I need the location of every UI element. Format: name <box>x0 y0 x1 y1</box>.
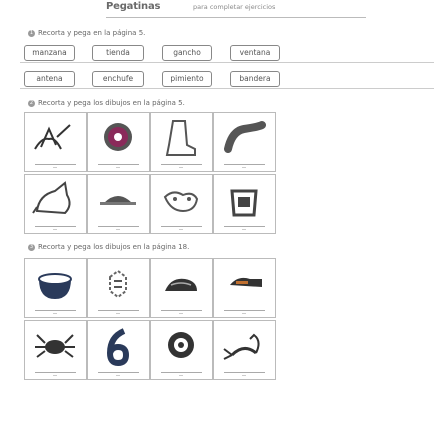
picture-sticker[interactable] <box>24 112 87 172</box>
instruction-1 <box>28 29 145 37</box>
sausage-icon <box>214 115 275 159</box>
sticker-sheet-header <box>106 1 366 18</box>
word-sticker[interactable]: tienda <box>92 45 144 61</box>
picture-sticker[interactable] <box>87 174 150 234</box>
dog-icon <box>151 177 212 221</box>
picture-sticker[interactable] <box>150 174 213 234</box>
word-sticker[interactable]: enchufe <box>92 71 144 87</box>
word-sticker[interactable]: gancho <box>162 45 212 61</box>
instruction-2 <box>28 99 185 107</box>
picture-sticker[interactable] <box>213 320 276 380</box>
picture-sticker[interactable] <box>150 258 213 318</box>
picture-sticker[interactable] <box>24 320 87 380</box>
number-badge-icon: 1 <box>29 29 34 36</box>
instruction-3-text: Recorta y pega los dibujos en la página 18. <box>38 243 190 251</box>
bowl-icon <box>25 261 86 305</box>
bee-icon <box>88 261 149 305</box>
picture-sticker[interactable] <box>87 112 150 172</box>
crab-icon <box>25 323 86 367</box>
picture-sticker[interactable] <box>24 174 87 234</box>
sushi-icon <box>151 323 212 367</box>
broom-icon <box>25 115 86 159</box>
hat-icon <box>88 177 149 221</box>
picture-sticker[interactable] <box>24 258 87 318</box>
picture-sticker[interactable] <box>213 112 276 172</box>
number-badge-icon: 2 <box>29 99 34 106</box>
picture-sticker[interactable] <box>87 258 150 318</box>
picture-sticker[interactable] <box>213 258 276 318</box>
word-sticker[interactable]: bandera <box>230 71 280 87</box>
word-sticker-row-1 <box>24 41 434 63</box>
picture-sticker[interactable] <box>150 320 213 380</box>
word-sticker[interactable]: ventana <box>230 45 280 61</box>
word-sticker[interactable]: pimiento <box>162 71 212 87</box>
sandal-icon <box>151 261 212 305</box>
instruction-2-text: Recorta y pega los dibujos en la página 5. <box>38 99 185 107</box>
instruction-1-text: Recorta y pega en la página 5. <box>38 29 146 37</box>
sheet-title: Pegatinas <box>106 1 161 12</box>
instruction-3 <box>28 243 189 251</box>
donut-icon <box>88 115 149 159</box>
pot-icon <box>214 177 275 221</box>
number-badge-icon: 3 <box>29 243 34 250</box>
word-sticker[interactable]: antena <box>24 71 75 87</box>
picture-sticker[interactable] <box>213 174 276 234</box>
scorpion-icon <box>214 323 275 367</box>
word-sticker[interactable]: manzana <box>24 45 75 61</box>
cap-icon <box>214 261 275 305</box>
picture-sticker[interactable] <box>150 112 213 172</box>
boot-icon <box>151 115 212 159</box>
sheet-subtitle: para completar ejercicios <box>193 3 276 11</box>
cat-icon <box>25 177 86 221</box>
picture-sticker[interactable] <box>87 320 150 380</box>
word-sticker-row-2 <box>24 67 434 89</box>
number-six-icon <box>88 323 149 367</box>
